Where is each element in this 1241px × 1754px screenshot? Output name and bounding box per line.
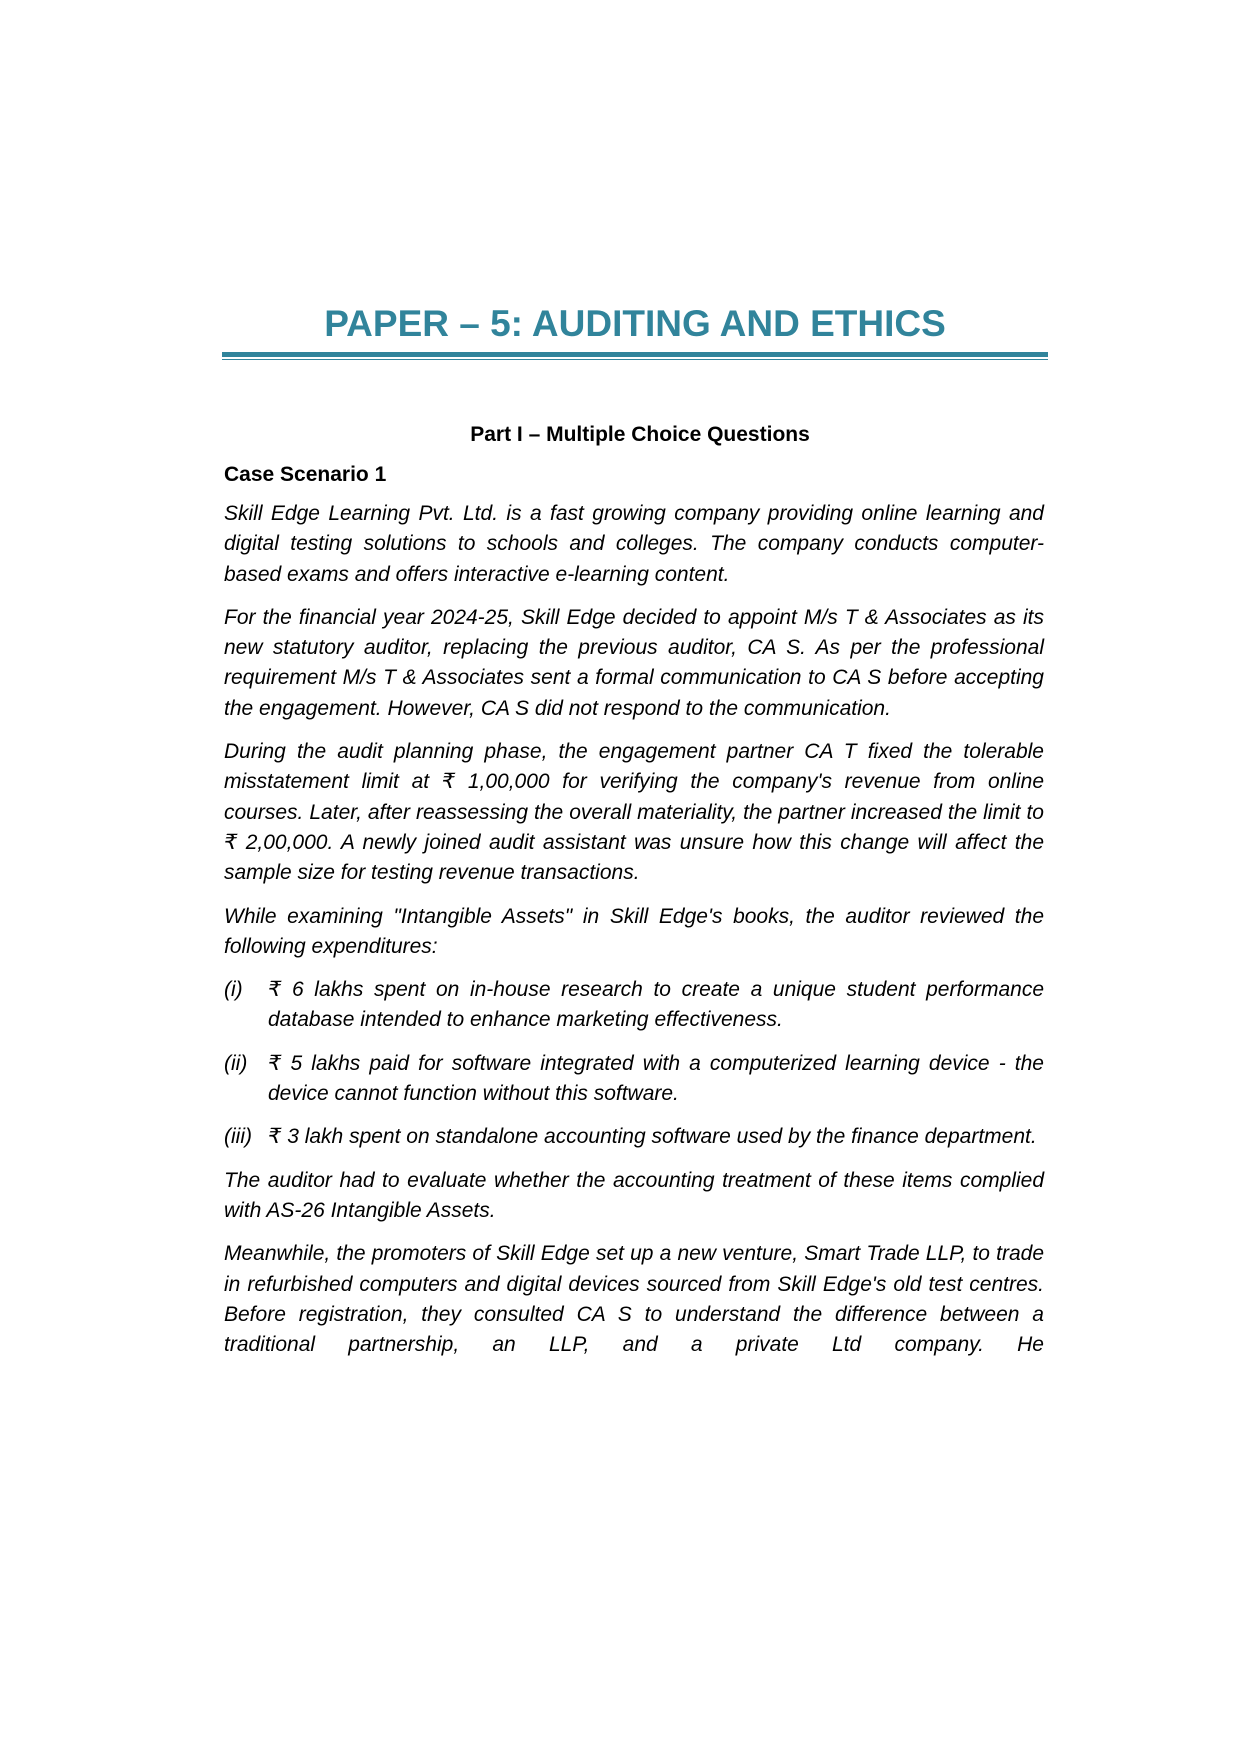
- title-underline-thin: [222, 359, 1048, 360]
- list-item: [224, 1049, 1044, 1110]
- list-item-marker: (iii): [224, 1125, 252, 1149]
- list-item: [224, 975, 1044, 1036]
- paragraph-intro: Skill Edge Learning Pvt. Ltd. is a fast growing company providing online learning and digital testing solutions to schools and colleges. The company conducts computer- based exams and offers interactive e-learning content.: [224, 502, 1044, 586]
- list-item-text: ₹ 5 lakhs paid for software integrated with a computerized learning device - the device cannot function without this software.: [268, 1051, 1044, 1106]
- paragraph-as26-evaluation: The auditor had to evaluate whether the accounting treatment of these items complied with AS-26 Intangible Assets.: [224, 1168, 1044, 1222]
- list-item: [224, 1122, 1044, 1152]
- case-scenario-heading: Case Scenario 1: [224, 463, 387, 486]
- document-body: [224, 420, 1044, 1373]
- list-item-text: ₹ 3 lakh spent on standalone accounting software used by the finance department.: [268, 1125, 1037, 1149]
- paragraph-smart-trade-llp: Meanwhile, the promoters of Skill Edge set up a new venture, Smart Trade LLP, to trade in refurbished computers and digital devices sourced from Skill Edge's old test centres. Before registration, they consulted CA S to understand the difference between a traditional partnership, an LLP, and a private Ltd company. He: [224, 1242, 1044, 1357]
- paragraph-auditor-appointment: For the financial year 2024-25, Skill Edge decided to appoint M/s T & Associates as its new statutory auditor, replacing the previous auditor, CA S. As per the professional requirement M/s T & Associates sent a formal communication to CA S before accepting the engagement. However, CA S did not respond to the communication.: [224, 605, 1044, 720]
- part-heading: Part I – Multiple Choice Questions: [470, 423, 810, 446]
- page-title: PAPER – 5: AUDITING AND ETHICS: [324, 303, 946, 344]
- title-underline-thick: [222, 352, 1048, 357]
- list-item-marker: (ii): [224, 1051, 248, 1075]
- list-item-text: ₹ 6 lakhs spent on in-house research to create a unique student performance database intended to enhance marketing effectiveness.: [268, 978, 1044, 1032]
- paragraph-intangible-assets: While examining "Intangible Assets" in Skill Edge's books, the auditor reviewed the following expenditures:: [224, 904, 1044, 958]
- paragraph-tolerable-misstatement: During the audit planning phase, the engagement partner CA T fixed the tolerable misstatement limit at ₹ 1,00,000 for verifying the company's revenue from online courses. Later, after reassessing the overall materiality, the partner increased the limit to ₹ 2,00,000. A newly joined audit assistant was unsure how this change will affect the sample size for testing revenue transactions.: [224, 740, 1044, 885]
- list-item-marker: (i): [224, 978, 243, 1002]
